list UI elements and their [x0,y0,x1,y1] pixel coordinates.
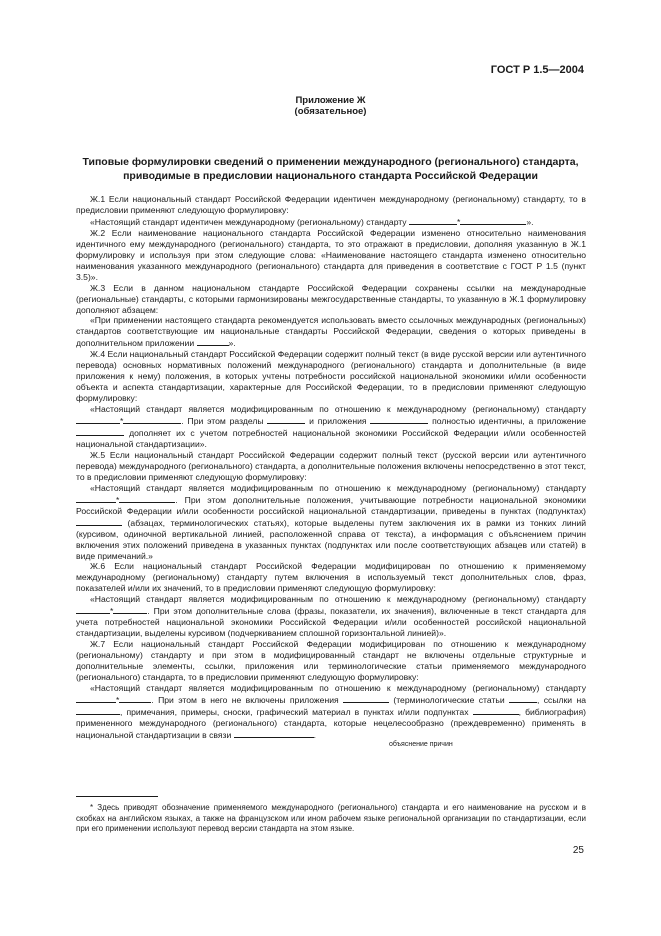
blank-line [76,694,116,703]
paragraph-text: Ж.2 Если наименование национального стандарта Российской Федерации изменено относительно наименования идентичного ему международного (регионального) стандарта, то это отражают в предисловии, дополняя указанную в Ж.1 формулировку и используя при этом следующие слова: «Наименование настоящего стандарта изменено относительно наименования указанного международного (регионального) стандарта для приведения в соответствие с ГОСТ Р 1.5 (пункт 3.5)». [76,227,586,282]
blank-line [197,337,229,346]
paragraph-text: дополняет их с учетом потребностей национальной экономики Российской Федерации и/или особенностей национальной стандартизации». [76,428,586,449]
blank-line [76,605,110,614]
paragraph-text: ». [526,216,534,227]
footnote-mark: * [116,694,120,705]
title-line-2: приводимые в предисловии национального стандарта Российской Федерации [123,170,538,182]
paragraph-text: Ж.6 Если национальный стандарт Российской Федерации модифицирован по отношению к применяемому международному (региональному) стандарту путем включения в используемый текст дополнительных слов, фраз, показателей и/или их значений, то в предисловии применяют следующую формулировку: [76,561,586,594]
paragraph-zh4-formula [76,404,586,450]
paragraph-text: , примечания, примеры, сноски, графический материал в пунктах и/или подпунктах [120,706,473,717]
paragraph-text: Ж.1 Если национальный стандарт Российской Федерации идентичен международному (региональному) стандарту, то в предисловии применяют следующую формулировку: [76,194,586,215]
paragraph-zh3-formula [76,315,586,349]
paragraph-zh3 [76,283,586,316]
blank-line [113,605,147,614]
paragraph-zh6-formula [76,594,586,639]
footnote-mark: * [457,216,461,227]
paragraph-text: «Настоящий стандарт является модифицированным по отношению к международному (региональному) стандарту [90,404,586,415]
paragraph-text: . При этом разделы [181,416,268,427]
footnote: * Здесь приводят обозначение применяемого международного (регионального) стандарта и его наименование на русском и в скобках на английском языках, а также на французском или ином рабочем языке региональной организации по стандартизации, если при его применении используют перевод версии стандарта на этом языке. [76,803,586,833]
annex-heading [0,95,661,117]
paragraph-text: и приложения [305,416,371,427]
footnote-mark: * [120,416,124,427]
paragraph-text: «Настоящий стандарт является модифицированным по отношению к международному (региональному) стандарту [90,594,586,605]
blank-line [123,415,181,424]
blank-line [267,415,305,424]
paragraph-zh7-formula [76,683,586,741]
paragraph-zh5-formula [76,483,586,562]
annex-status: (обязательное) [294,106,367,117]
blank-line [409,216,457,225]
footnote-mark: * [116,494,120,505]
paragraph-text: . При этом дополнительные слова (фразы, показатели, их значения), включенные в текст стандарта для учета потребностей национальной экономики Российской Федерации и/или особенностей российской национальной стандартизации, выделены курсивом (подчеркиванием сплошной горизонтальной линией)». [76,606,586,639]
paragraph-text: , библиография) примененного международного (регионального) стандарта, которые нецелесообразно (преждевременно) применять в национальной стандартизации в связи [76,706,586,740]
blank-line [76,706,120,715]
paragraph-zh5 [76,450,586,483]
footnote-divider [76,796,158,797]
footnote-mark: * [110,606,114,617]
blank-line [119,694,151,703]
annex-body [76,194,586,741]
explanation-caption: объяснение причин [389,741,453,748]
paragraph-zh7 [76,639,586,683]
paragraph-zh2 [76,228,586,283]
blank-line [460,216,526,225]
paragraph-text: Ж.4 Если национальный стандарт Российской Федерации содержит полный текст (в виде русской версии или аутентичного перевода) основных нормативных положений международного (регионального) стандарта и дополнительные (в виде приложения к нему) положения, в которых учтены потребности российской национальной экономики и/или особенности объекта и аспекта стандартизации, характерные для Российской Федерации, то в предисловии применяют следующую формулировку: [76,349,586,404]
paragraph-text: полностью идентичны, а приложение [428,416,587,427]
blank-line [509,694,537,703]
paragraph-text: Ж.5 Если национальный стандарт Российской Федерации содержит полный текст (русской версии или аутентичного перевода) международного (регионального) стандарта, а дополнительные положения включены непосредственно в этот текст, то в предисловии применяют следующую формулировку: [76,449,586,482]
title-line-1: Типовые формулировки сведений о применении международного (регионального) стандарта, [82,156,579,168]
paragraph-zh1 [76,194,586,216]
paragraph-text: «Настоящий стандарт является модифицированным по отношению к международному (региональному) стандарту [90,682,586,693]
paragraph-text: «Настоящий стандарт идентичен международному (региональному) стандарту [90,216,409,227]
paragraph-text: , ссылки на [537,694,586,705]
standard-code: ГОСТ Р 1.5—2004 [490,64,584,76]
paragraph-text: «При применении настоящего стандарта рекомендуется использовать вместо ссылочных международных (региональных) стандартов соответствующие им национальные стандарты Российской Федерации, сведения о которых приведены в дополнительном приложении [76,315,586,349]
paragraph-text: Ж.3 Если в данном национальном стандарте Российской Федерации сохранены ссылки на международные (региональные) стандарты, с которыми гармонизированы межгосударственные стандарты, то указанную в Ж.1 формулировку дополняют абзацем: [76,282,586,315]
blank-line [76,517,122,526]
blank-line [76,415,120,424]
blank-line [119,494,175,503]
page-number: 25 [572,845,584,856]
paragraph-text: . [313,729,317,740]
paragraph-text: . При этом дополнительные положения, учитывающие потребности национальной экономики Российской Федерации и/или особенности российской национальной стандартизации, приведены в пунктах (подпунктах) [76,494,586,516]
paragraph-text: Ж.7 Если национальный стандарт Российской Федерации модифицирован по отношению к международному (региональному) стандарту и при этом в модифицированный стандарт не включены отдельные структурные и дополнительные элементы, ссылки, приложения или терминологические статьи применяемого международного (регионального) стандарта, то в предисловии применяют следующую формулировку: [76,639,586,682]
annex-title: Приложение Ж [295,95,366,106]
blank-line [370,415,428,424]
paragraph-text: . При этом в него не включены приложения [151,694,343,705]
paragraph-text: ». [228,338,236,349]
paragraph-zh4 [76,349,586,404]
paragraph-zh6 [76,561,586,594]
paragraph-text: (терминологические статьи [389,694,510,705]
blank-line [76,494,116,503]
blank-line [76,427,124,436]
blank-line [234,729,317,740]
paragraph-text: «Настоящий стандарт является модифицированным по отношению к международному (региональному) стандарту [90,482,586,493]
blank-line [473,706,519,715]
blank-line [343,694,389,703]
paragraph-text: (абзацах, терминологических статьях), которые выделены путем заключения их в рамки из тонких линий (курсивом, одиночной вертикальной линией, расположенной справа от текста), а информация с объяснением причин включения этих положений приведена в указанных пунктах (подпунктах или после соответствующих абзацев или статей) в виде примечаний.» [76,517,586,561]
annex-main-title [70,155,591,183]
paragraph-zh1-formula [76,216,586,228]
